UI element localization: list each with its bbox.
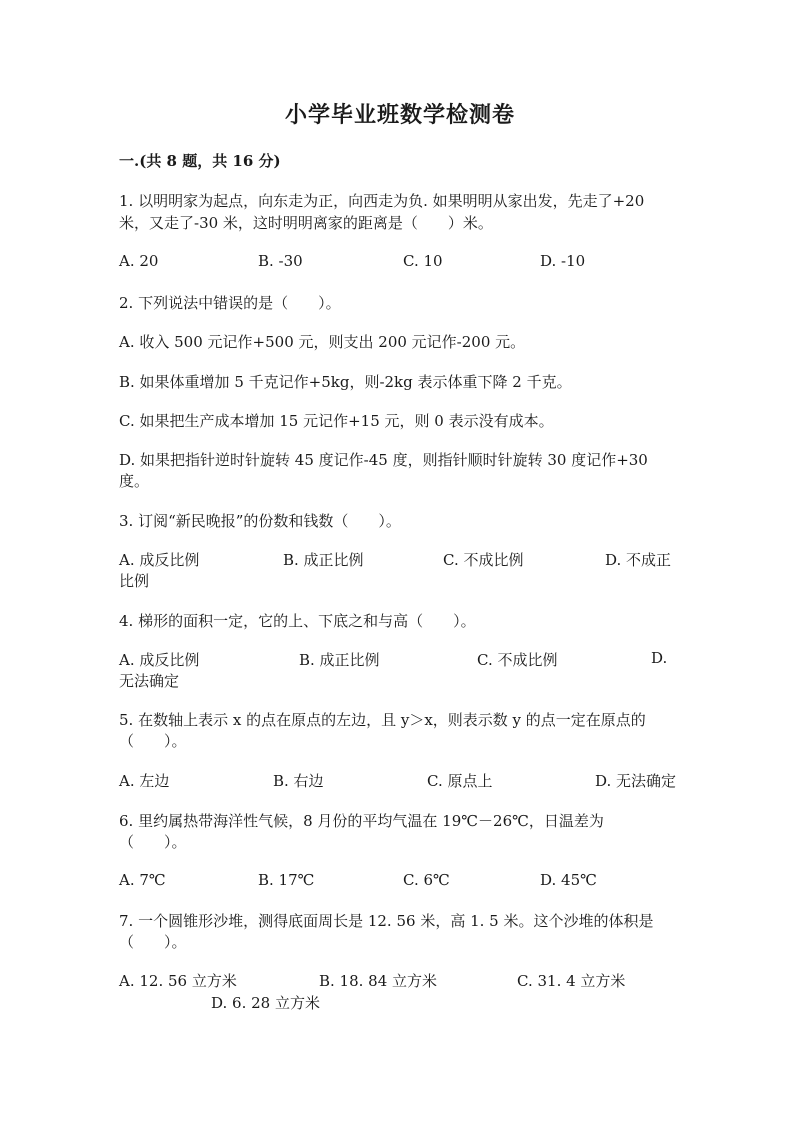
question-4-line-1: 4. 梯形的面积一定，它的上、下底之和与高（ ）。 [119,612,476,630]
q6-option-d: D. 45℃ [540,871,597,889]
q7-option-c: C. 31. 4 立方米 [517,972,626,990]
page-title: 小学毕业班数学检测卷 [284,102,515,128]
question-5-line-1: 5. 在数轴上表示 x 的点在原点的左边，且 y＞x，则表示数 y 的点一定在原点的 [119,711,646,729]
q7-option-d: D. 6. 28 立方米 [211,994,320,1012]
q2-option-a: A. 收入 500 元记作+500 元，则支出 200 元记作-200 元。 [119,333,526,351]
q4-option-d-line-2: 无法确定 [119,672,180,690]
question-7-line-1: 7. 一个圆锥形沙堆，测得底面周长是 12. 56 米，高 1. 5 米。这个沙堆的体积是 [119,912,654,930]
q4-option-b: B. 成正比例 [299,651,380,669]
q2-option-c: C. 如果把生产成本增加 15 元记作+15 元，则 0 表示没有成本。 [119,412,554,430]
q3-option-a: A. 成反比例 [119,551,200,569]
q4-option-d-line-1: D. [651,649,668,667]
q2-option-d-line-1: D. 如果把指针逆时针旋转 45 度记作-45 度，则指针顺时针旋转 30 度记作+30 [119,451,648,469]
q7-option-a: A. 12. 56 立方米 [119,972,237,990]
q5-option-c: C. 原点上 [427,772,493,790]
q6-option-c: C. 6℃ [403,871,450,889]
q4-option-c: C. 不成比例 [477,651,558,669]
question-7-line-2: （ ）。 [119,933,187,951]
q1-option-d: D. -10 [540,252,586,270]
q6-option-b: B. 17℃ [258,871,315,889]
q7-option-b: B. 18. 84 立方米 [319,972,438,990]
question-6-line-1: 6. 里约属热带海洋性气候，8 月份的平均气温在 19℃－26℃，日温差为 [119,812,604,830]
q5-option-d: D. 无法确定 [595,772,677,790]
section-heading: 一.(共 8 题，共 16 分) [119,152,281,170]
q3-option-d-line-2: 比例 [119,572,150,590]
question-1-line-1: 1. 以明明家为起点，向东走为正，向西走为负. 如果明明从家出发，先走了+20 [119,192,645,210]
q5-option-a: A. 左边 [119,772,170,790]
q1-option-a: A. 20 [119,252,159,270]
q1-option-b: B. -30 [258,252,303,270]
q4-option-a: A. 成反比例 [119,651,200,669]
q2-option-b: B. 如果体重增加 5 千克记作+5kg，则-2kg 表示体重下降 2 千克。 [119,373,572,391]
q3-option-b: B. 成正比例 [283,551,364,569]
question-1-line-2: 米，又走了-30 米，这时明明离家的距离是（ ）米。 [119,214,493,232]
question-2-line-1: 2. 下列说法中错误的是（ ）。 [119,294,341,312]
q1-option-c: C. 10 [403,252,443,270]
q5-option-b: B. 右边 [273,772,324,790]
q6-option-a: A. 7℃ [119,871,166,889]
question-6-line-2: （ ）。 [119,833,187,851]
question-3-line-1: 3. 订阅“新民晚报”的份数和钱数（ ）。 [119,512,401,530]
q2-option-d-line-2: 度。 [119,472,150,490]
q3-option-d-line-1: D. 不成正 [605,551,672,569]
q3-option-c: C. 不成比例 [443,551,524,569]
question-5-line-2: （ ）。 [119,732,187,750]
